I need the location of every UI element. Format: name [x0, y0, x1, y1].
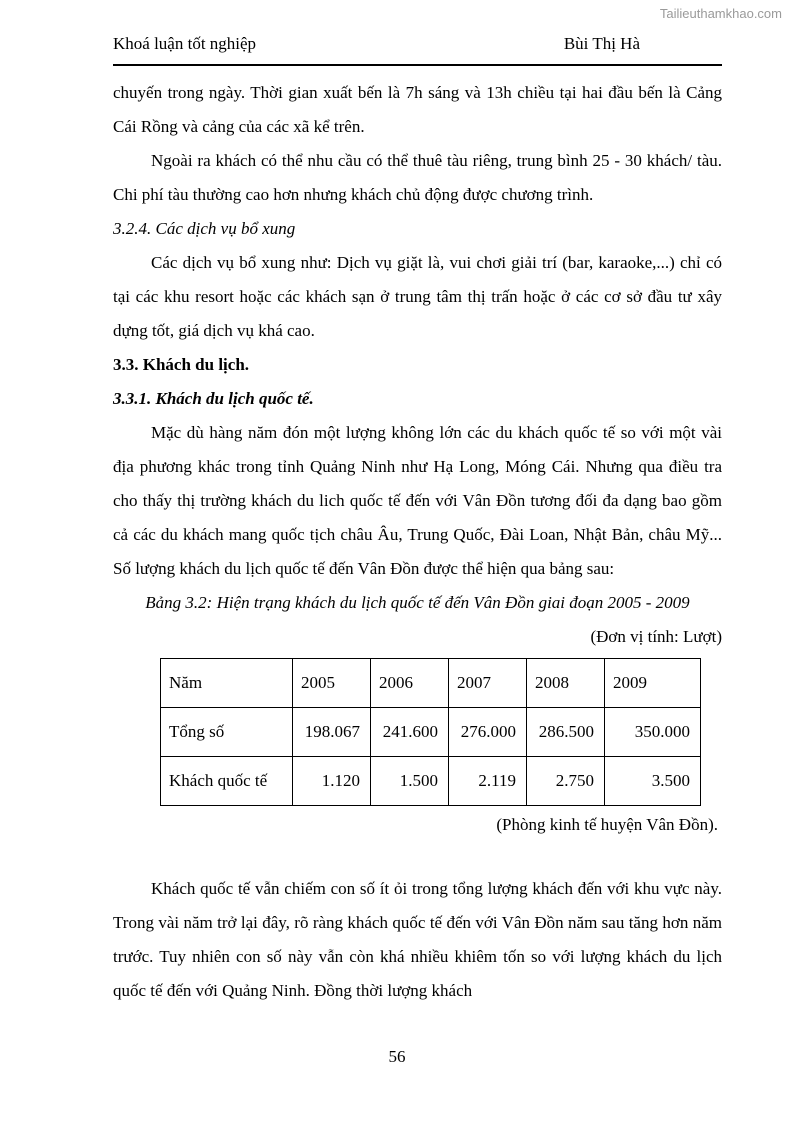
table-cell-value: 3.500 [605, 757, 701, 806]
paragraph-continuation: chuyến trong ngày. Thời gian xuất bến là 7h sáng và 13h chiều tại hai đầu bến là Cảng Cái Rồng và cảng của các xã kể trên. [113, 83, 722, 136]
table-cell-value: 1.500 [371, 757, 449, 806]
table-cell-value: 198.067 [293, 708, 371, 757]
unit-note: (Đơn vị tính: Lượt) [590, 627, 722, 646]
table-cell-value: 276.000 [449, 708, 527, 757]
table-row-years [161, 659, 701, 708]
section-heading-3-2-4: 3.2.4. Các dịch vụ bổ xung [113, 219, 296, 238]
table-row-total [161, 708, 701, 757]
table-cell-year: 2008 [527, 659, 605, 708]
paragraph-boat-rental: Ngoài ra khách có thể nhu cầu có thể thuê tàu riêng, trung bình 25 - 30 khách/ tàu. Chi phí tàu thường cao hơn nhưng khách chủ động được chương trình. [113, 151, 722, 204]
paragraph-extra-services: Các dịch vụ bổ xung như: Dịch vụ giặt là, vui chơi giải trí (bar, karaoke,...) chỉ có tại các khu resort hoặc các khách sạn ở trung tâm thị trấn hoặc ở các cơ sở đầu tư xây dựng tốt, giá dịch vụ khá cao. [113, 253, 722, 340]
paragraph-conclusion: Khách quốc tế vẫn chiếm con số ít ỏi trong tổng lượng khách đến với khu vực này. Trong vài năm trở lại đây, rõ ràng khách quốc tế đến với Vân Đồn năm sau tăng hơn năm trước. Tuy nhiên con số này vẫn còn khá nhiều khiêm tốn so với lượng khách du lịch quốc tế đến với Quảng Ninh. Đồng thời lượng khách [113, 879, 722, 1000]
table-cell-value: 2.119 [449, 757, 527, 806]
table-cell-value: 286.500 [527, 708, 605, 757]
table-cell-value: 350.000 [605, 708, 701, 757]
page-number: 56 [388, 1047, 406, 1066]
table-cell-year: 2005 [293, 659, 371, 708]
table-row-international [161, 757, 701, 806]
table-cell-year: 2006 [371, 659, 449, 708]
table-source-note: (Phòng kinh tế huyện Vân Đồn). [496, 815, 718, 834]
table-cell-value: 2.750 [527, 757, 605, 806]
table-cell-international-label: Khách quốc tế [161, 757, 293, 806]
table-cell-value: 1.120 [293, 757, 371, 806]
section-heading-3-3: 3.3. Khách du lịch. [113, 355, 250, 374]
document-body [113, 76, 722, 1008]
table-cell-value: 241.600 [371, 708, 449, 757]
paragraph-international-tourists: Mặc dù hàng năm đón một lượng không lớn các du khách quốc tế so với một vài địa phương khác trong tỉnh Quảng Ninh như Hạ Long, Móng Cái. Nhưng qua điều tra cho thấy thị trường khách du lich quốc tế đến với Vân Đồn tương đối đa dạng bao gồm cả các du khách mang quốc tịch châu Âu, Trung Quốc, Đài Loan, Nhật Bản, châu Mỹ... Số lượng khách du lịch quốc tế đến Vân Đồn được thể hiện qua bảng sau: [113, 423, 722, 578]
tourist-statistics-table [160, 658, 701, 806]
table-cell-total-label: Tổng số [161, 708, 293, 757]
table-cell-year-label: Năm [161, 659, 293, 708]
table-caption: Bảng 3.2: Hiện trạng khách du lịch quốc tế đến Vân Đồn giai đoạn 2005 - 2009 [145, 593, 690, 612]
header-author-name: Bùi Thị Hà [563, 34, 640, 53]
table-cell-year: 2007 [449, 659, 527, 708]
header-thesis-title: Khoá luận tốt nghiệp [113, 34, 257, 53]
section-heading-3-3-1: 3.3.1. Khách du lịch quốc tế. [113, 389, 314, 408]
table-cell-year: 2009 [605, 659, 701, 708]
watermark: Tailieuthamkhao.com [659, 6, 782, 21]
page-header [113, 34, 722, 66]
